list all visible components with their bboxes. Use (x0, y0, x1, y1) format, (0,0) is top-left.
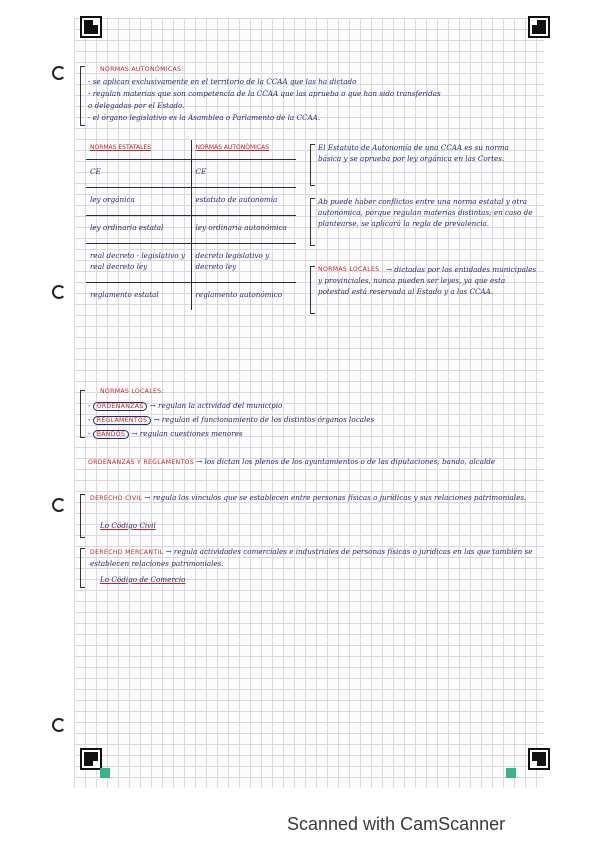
tag: BANDOS (93, 430, 129, 439)
mercantil-source: Lo Código de Comercio (100, 575, 186, 584)
mercantil-note: DERECHO MERCANTIL → regula actividades comerciales e industriales de personas físicas o jurídicas en las que también se establecen relaciones patrimoniales. (90, 547, 533, 568)
estatuto-note: El Estatuto de Autonomía de una CCAA es su norma básica y se aprueba por ley orgánica en las Cortes. (318, 143, 509, 163)
table-cell: estatuto de autonomía (191, 188, 296, 216)
table-cell: ley ordinaria estatal (86, 216, 191, 244)
table-cell: ley ordinaria autonómica (191, 216, 296, 244)
table-row (86, 188, 296, 216)
brace (80, 494, 85, 538)
binder-hole-icon (52, 66, 66, 80)
list-item: - BANDOS → regulan cuestiones menores (88, 429, 243, 438)
note-line: - regulan materias que son competencia de la CCAA que las aprueba o que han sido transferidas (88, 89, 441, 98)
tag: ORDENANZAS (93, 402, 148, 411)
scan-corner-marker (82, 18, 100, 36)
note-line: - se aplican exclusivamente en el territorio de la CCAA que las ha dictado (88, 77, 357, 86)
green-marker (100, 768, 110, 778)
civil-source: Lo Código Civil (100, 521, 156, 530)
brace (310, 144, 315, 186)
tag: REGLAMENTOS (93, 416, 152, 425)
table-cell: decreto legislativo y decreto ley (191, 244, 296, 283)
table-cell: CE (86, 160, 191, 188)
table-cell: CE (191, 160, 296, 188)
table-cell: ley orgánica (86, 188, 191, 216)
table-cell: real decreto - legislativo y real decreto ley (86, 244, 191, 283)
list-item: - ORDENANZAS → regulan la actividad del municipio (88, 401, 283, 410)
comparison-table (86, 140, 296, 310)
locales-label: NORMAS LOCALES (318, 266, 380, 273)
list-item: - REGLAMENTOS → regulan el funcionamiento de los distintos órganos locales (88, 415, 375, 424)
scanner-watermark: Scanned with CamScanner (287, 814, 506, 834)
brace (80, 66, 85, 126)
scan-corner-marker (530, 18, 548, 36)
table-row (86, 283, 296, 311)
note-line: o delegadas por el Estado. (88, 101, 185, 110)
note-line: - el órgano legislativo es la Asamblea o Parlamento de la CCAA. (88, 113, 321, 122)
brace (310, 198, 315, 246)
brace (310, 266, 315, 314)
table-row (86, 244, 296, 283)
scan-corner-marker (530, 750, 548, 768)
brace (80, 548, 85, 588)
locales-note: → dictadas por los entidades municipales y provinciales, nunca pueden ser leyes, ya que esta potestad está reservada al Estado y a las CCAA. (318, 265, 537, 296)
section-heading: NORMAS LOCALES: (100, 388, 164, 395)
civil-note: DERECHO CIVIL → regula los vínculos que se establecen entre personas físicas o jurídicas y sus relaciones patrimoniales. (90, 493, 527, 502)
table-row (86, 160, 296, 188)
ordenanzas-line: ORDENANZAS Y REGLAMENTOS → los dictan los plenos de los ayuntamientos o de las diputaciones; bando, alcalde (88, 457, 496, 466)
table-cell: reglamento estatal (86, 283, 191, 311)
table-header: NORMAS AUTONÓMICAS (191, 140, 296, 160)
green-marker (506, 768, 516, 778)
table-header: NORMAS ESTATALES (86, 140, 191, 160)
binder-hole-icon (52, 718, 66, 732)
binder-hole-icon (52, 498, 66, 512)
brace (80, 390, 85, 438)
table-cell: reglamento autonómico (195, 290, 283, 299)
scan-corner-marker (82, 750, 100, 768)
binder-hole-icon (52, 285, 66, 299)
table-row (86, 216, 296, 244)
section-heading: NORMAS AUTONÓMICAS: (100, 66, 184, 73)
conflictos-note: Ab puede haber conflictos entre una norma estatal y otra autonómica, porque regulan materias distintas; en caso de plantearse, se aplicará la regla de prevalencia. (318, 197, 533, 228)
